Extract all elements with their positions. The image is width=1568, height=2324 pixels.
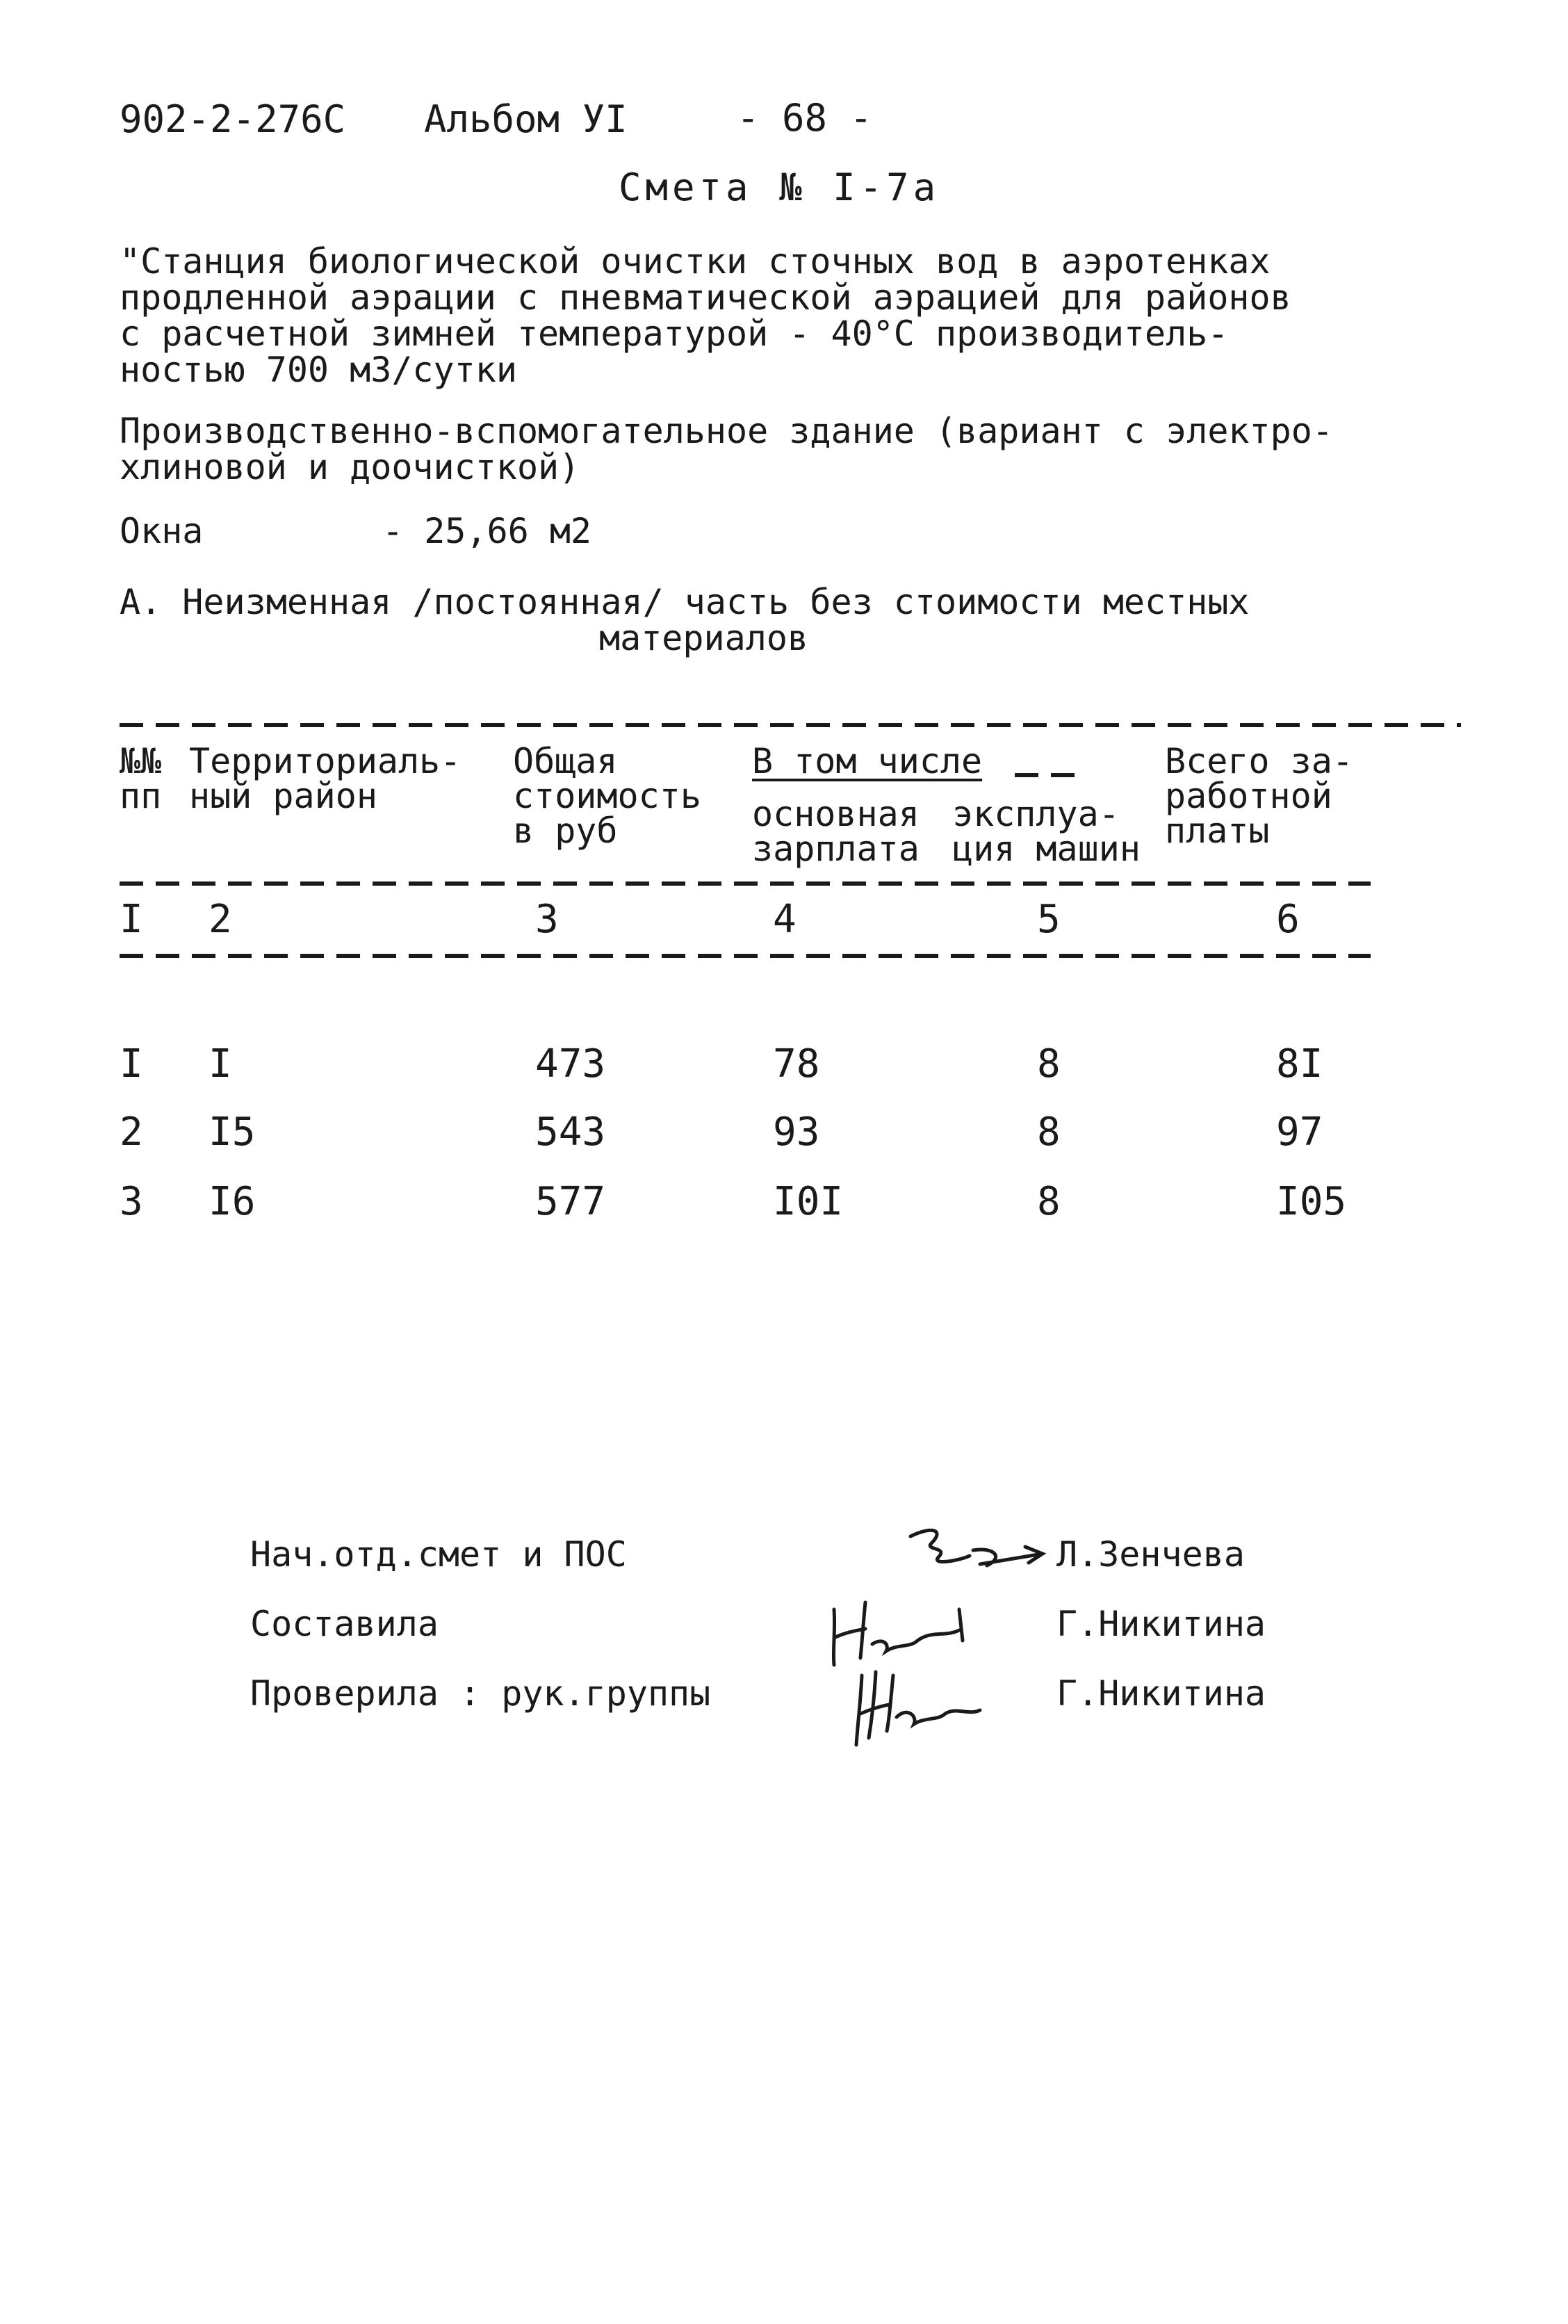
signature-name-3: Г.Никитина xyxy=(1056,1673,1266,1714)
table-row-3-total-cost: 577 xyxy=(535,1179,606,1224)
table-row-1-total-wages: 8I xyxy=(1276,1041,1323,1087)
table-row-3-base-salary: I0I xyxy=(773,1179,844,1224)
table-row-3-region: I6 xyxy=(209,1179,256,1224)
table-row-2-number: 2 xyxy=(120,1110,143,1155)
header-col-region-line-2: ный район xyxy=(189,776,377,816)
header-col-machine-operation-line-2: ция машин xyxy=(952,829,1141,869)
windows-label: Окна xyxy=(120,511,204,551)
header-col-total-cost-line-2: стоимость xyxy=(513,776,701,816)
table-row-2-machine-operation: 8 xyxy=(1037,1110,1061,1155)
header-group-dash xyxy=(1015,773,1084,777)
building-line-1: Производственно-вспомогательное здание (вариант с электро- xyxy=(120,411,1333,451)
numbers-bottom-rule xyxy=(120,954,1371,958)
table-row-1-total-cost: 473 xyxy=(535,1041,606,1087)
signature-role-2: Составила xyxy=(250,1604,439,1644)
table-row-2-base-salary: 93 xyxy=(773,1110,820,1155)
page-number: - 68 - xyxy=(737,96,873,140)
album-label: Альбом УI xyxy=(424,97,628,141)
table-row-1-machine-operation: 8 xyxy=(1037,1041,1061,1087)
header-col-base-salary-line-2: зарплата xyxy=(752,829,920,869)
table-row-2-total-wages: 97 xyxy=(1276,1110,1323,1155)
signature-role-3: Проверила : рук.группы xyxy=(250,1673,711,1714)
header-col-total-wages-line-3: платы xyxy=(1165,811,1270,851)
table-row-1-number: I xyxy=(120,1041,143,1087)
table-row-3-total-wages: I05 xyxy=(1276,1179,1347,1224)
header-col-number xyxy=(120,741,162,816)
table-row-3-machine-operation: 8 xyxy=(1037,1179,1061,1224)
column-number: 2 xyxy=(209,897,232,942)
header-col-number-line-1: №№ xyxy=(120,741,162,781)
building-line-2: хлиновой и доочисткой) xyxy=(120,447,580,487)
header-col-total-cost-line-1: Общая xyxy=(513,741,618,781)
description-line-3: с расчетной зимней температурой - 40°С производитель- xyxy=(120,314,1229,354)
header-col-total-cost-line-3: в руб xyxy=(513,811,618,851)
description-line-4: ностью 700 м3/сутки xyxy=(120,350,517,390)
handwritten-signature-1 xyxy=(883,1516,1050,1592)
header-col-total-wages-line-2: работной xyxy=(1165,776,1332,816)
handwritten-signature-3 xyxy=(841,1655,1008,1752)
header-col-total-cost xyxy=(513,741,701,851)
column-number: I xyxy=(120,897,143,942)
header-col-region-line-1: Территориаль- xyxy=(189,741,462,781)
table-row-3-number: 3 xyxy=(120,1179,143,1224)
description-line-1: "Станция биологической очистки сточных вод в аэротенках xyxy=(120,241,1271,282)
header-col-region xyxy=(189,741,462,816)
column-number: 5 xyxy=(1037,897,1061,942)
section-title: А. Неизменная /постоянная/ часть без стоимости местных xyxy=(120,582,1250,622)
header-col-machine-operation xyxy=(952,794,1141,869)
header-col-base-salary xyxy=(752,794,920,869)
table-top-rule xyxy=(120,723,1461,727)
signature-name-2: Г.Никитина xyxy=(1056,1604,1266,1644)
description-line-2: продленной аэрации с пневматической аэрацией для районов xyxy=(120,277,1291,318)
header-col-total-wages xyxy=(1165,741,1353,851)
table-row-1-base-salary: 78 xyxy=(773,1041,820,1087)
signature-role-1: Нач.отд.смет и ПОС xyxy=(250,1534,627,1575)
header-col-machine-operation-line-1: эксплуа- xyxy=(952,794,1120,834)
header-bottom-rule xyxy=(120,881,1371,886)
signature-name-1: Л.Зенчева xyxy=(1056,1534,1245,1575)
table-row-2-region: I5 xyxy=(209,1110,256,1155)
table-row-2-total-cost: 543 xyxy=(535,1110,606,1155)
table-row-1-region: I xyxy=(209,1041,232,1087)
header-col-total-wages-line-1: Всего за- xyxy=(1165,741,1353,781)
header-group-including: В том числе xyxy=(752,741,983,781)
section-title-cont: материалов xyxy=(599,618,809,658)
estimate-title: Смета № I-7а xyxy=(619,165,940,209)
column-number: 6 xyxy=(1276,897,1300,942)
column-number: 3 xyxy=(535,897,559,942)
header-col-number-line-2: пп xyxy=(120,776,162,816)
document-code: 902-2-276С xyxy=(120,97,346,141)
header-col-base-salary-line-1: основная xyxy=(752,794,920,834)
windows-value: - 25,66 м2 xyxy=(382,511,592,551)
column-number: 4 xyxy=(773,897,797,942)
